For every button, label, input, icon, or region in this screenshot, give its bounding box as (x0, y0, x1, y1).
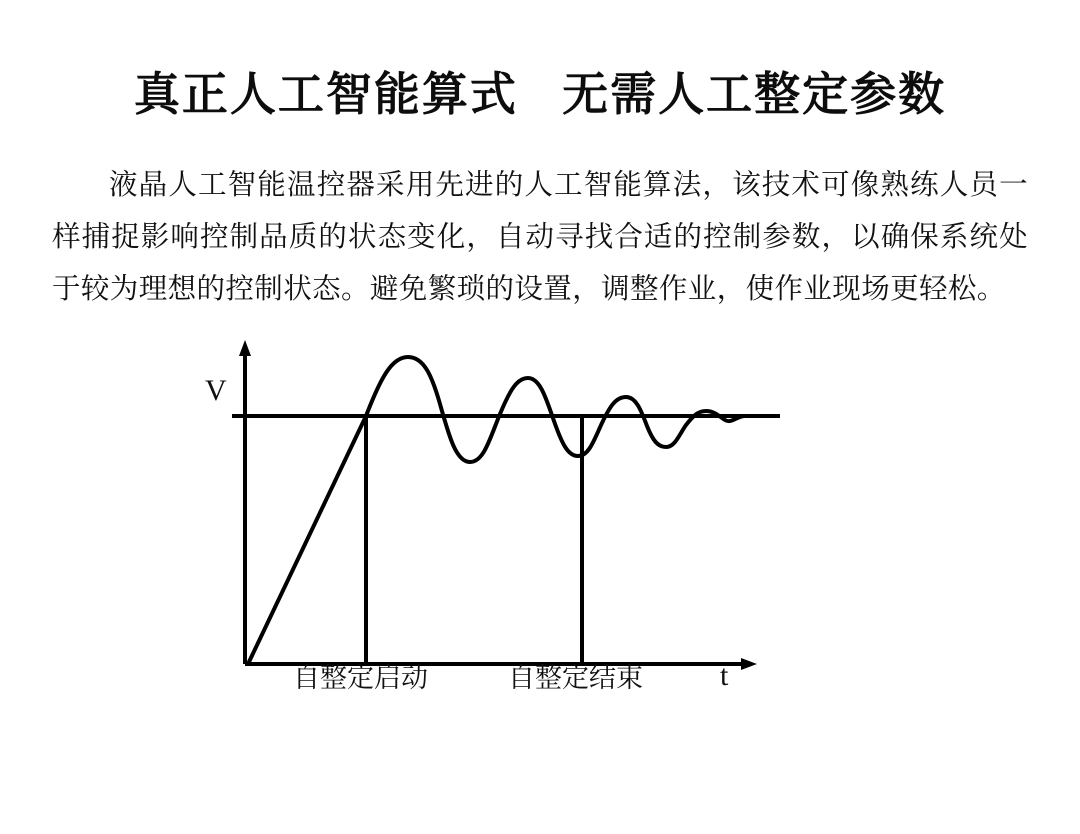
oscillation-curve (366, 357, 780, 462)
y-axis-label: V (205, 373, 227, 407)
response-curve-chart (0, 334, 1080, 734)
ramp-segment (248, 416, 366, 664)
annotation-autotune-start: 自整定启动 (293, 662, 428, 693)
x-axis-label: t (720, 658, 729, 692)
annotation-autotune-end: 自整定结束 (508, 662, 643, 693)
page-title: 真正人工智能算式 无需人工整定参数 (133, 68, 947, 120)
y-axis-arrow (239, 340, 251, 356)
x-axis-arrow (741, 658, 757, 670)
body-paragraph: 液晶人工智能温控器采用先进的人工智能算法，该技术可像熟练人员一样捕捉影响控制品质的状态变化，自动寻找合适的控制参数，以确保系统处于较为理想的控制状态。避免繁琐的设置，调整作业，使作业现场更轻松。 (52, 169, 1028, 305)
